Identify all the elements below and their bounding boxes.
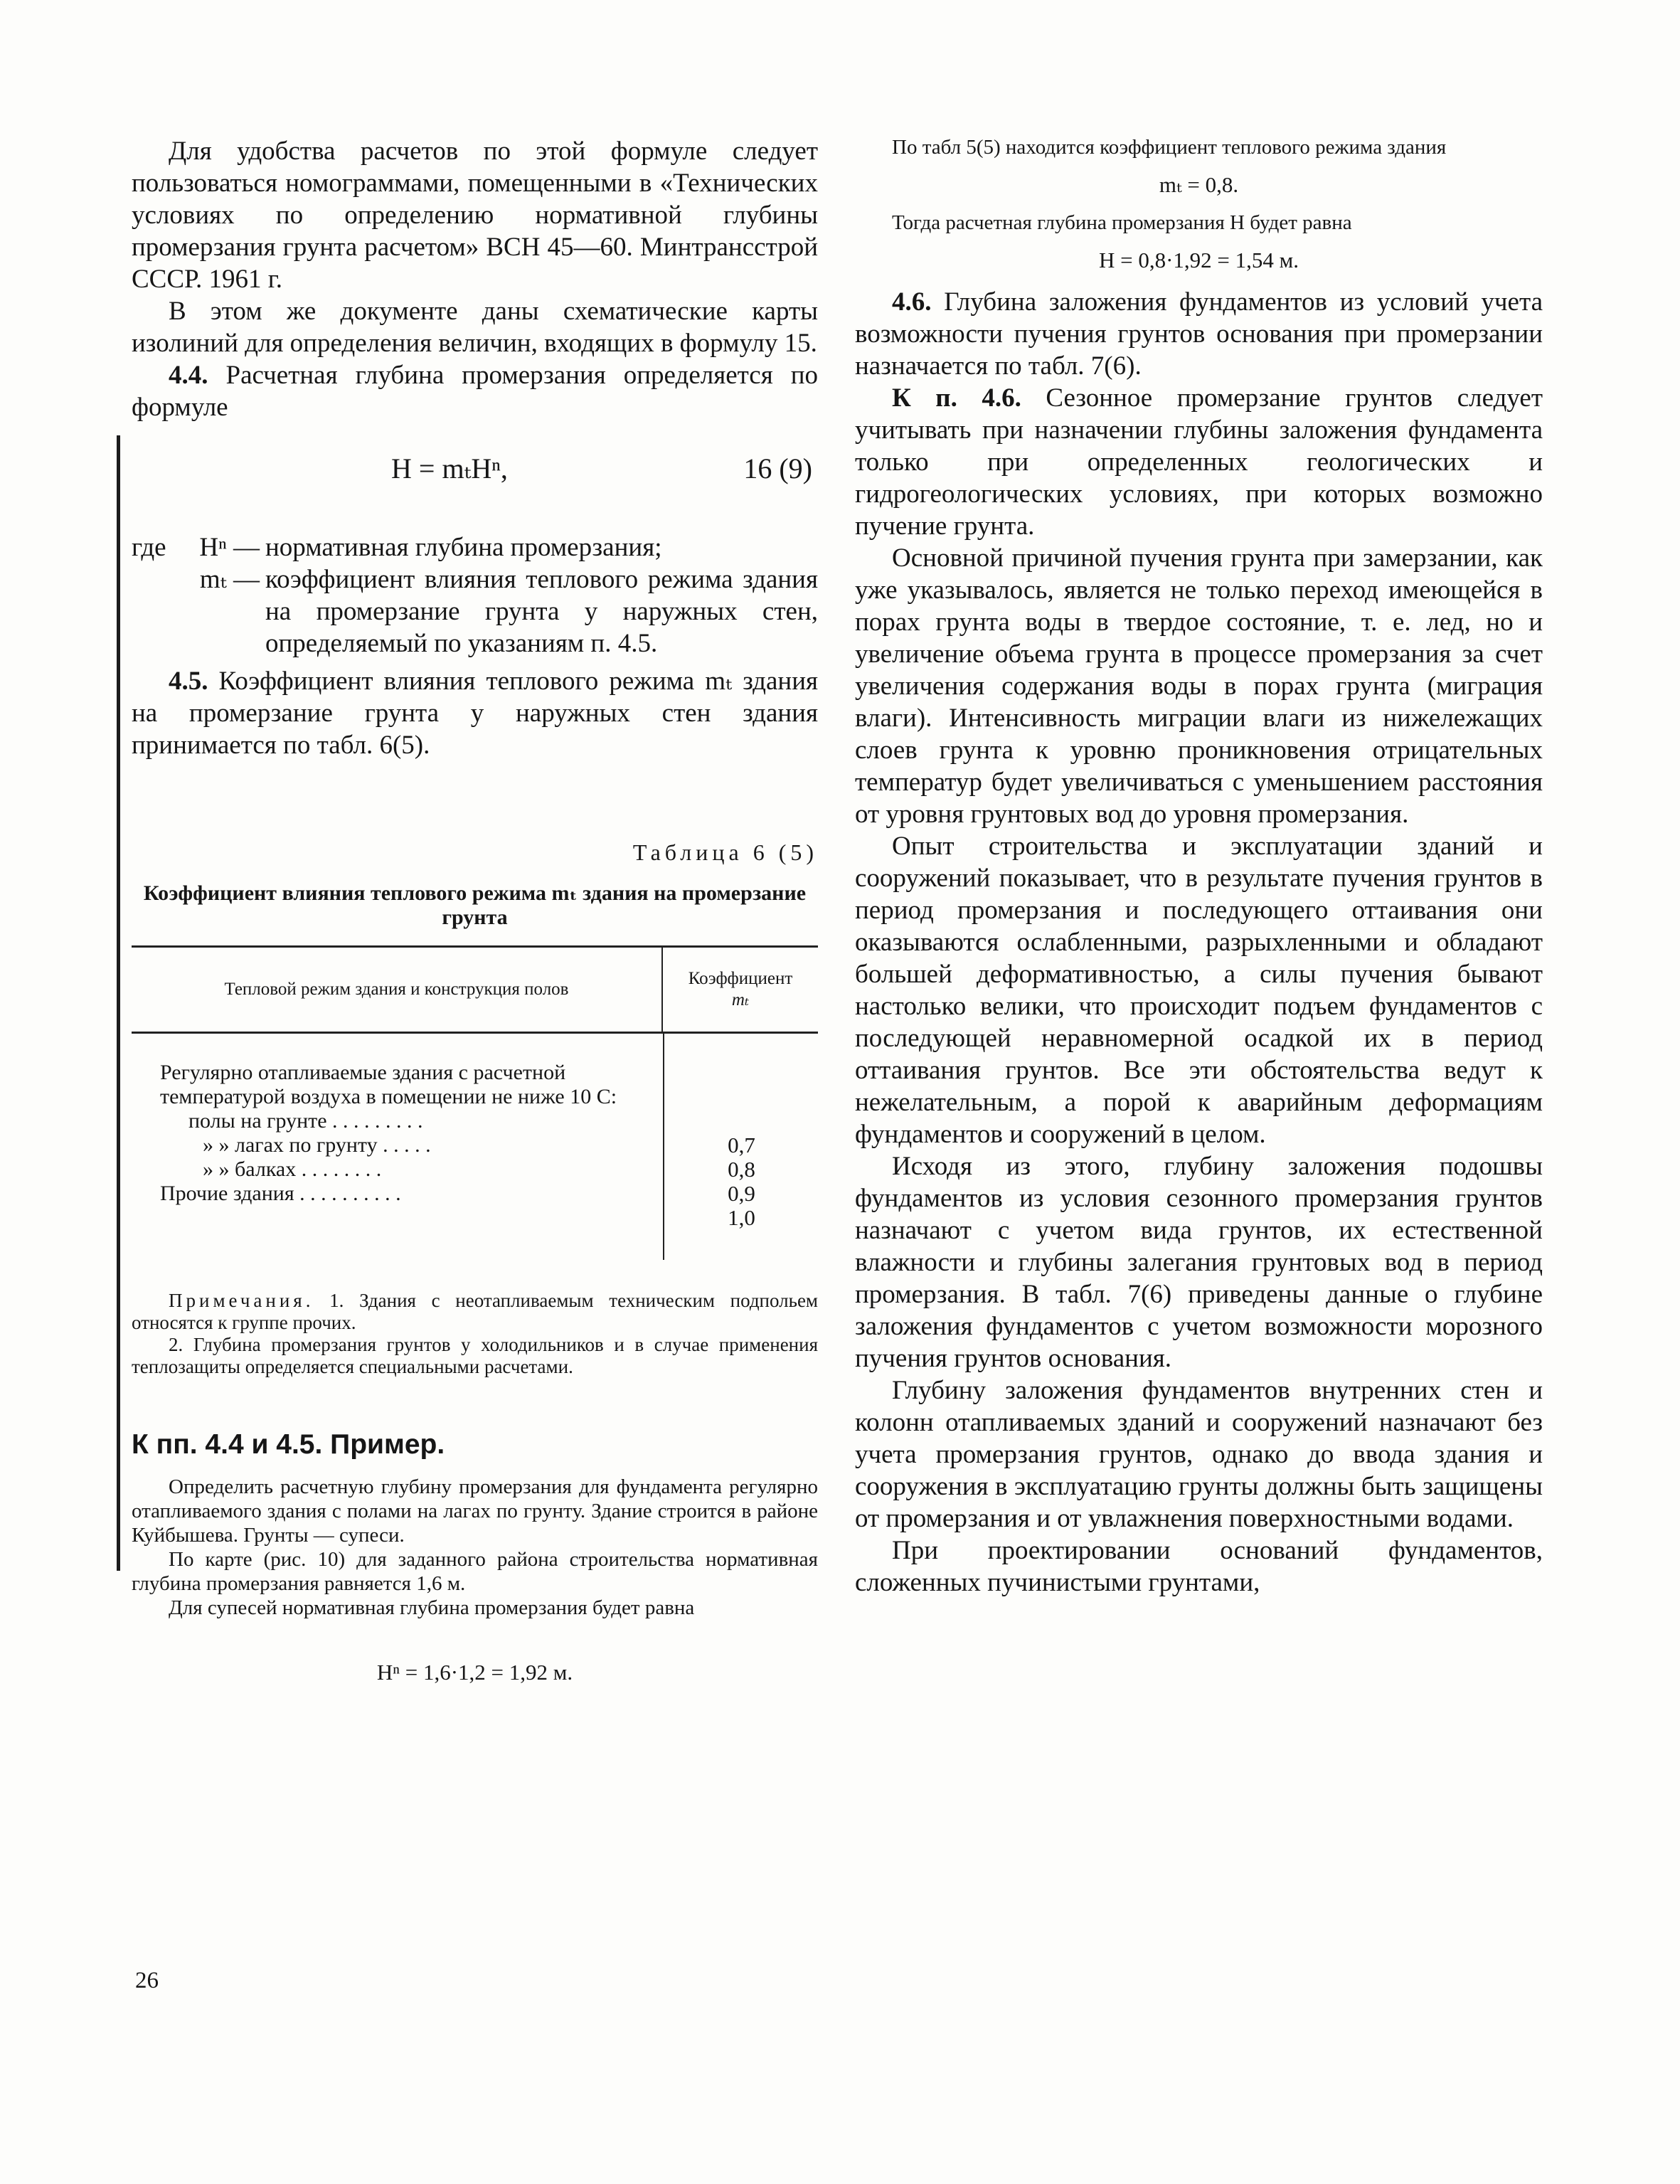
table-labels [160,1061,644,1206]
clause-number: 4.6. [892,287,932,317]
example-paragraph: По табл 5(5) находится коэффициент теплового режима здания [892,136,1447,159]
commentary-text: Сезонное промерзание грунтов следует учитывать при назначении глубины заложения фундамента только при определенных геологических и гидрогеологических условиях, при которых возможно пучение грунта. [855,383,1543,541]
notes-heading: Примечания. [169,1290,314,1311]
paragraph: Глубину заложения фундаментов внутренних стен и колонн отапливаемых зданий и сооружений назначают без учета промерзания грунтов, однако до ввода здания и сооружения в эксплуатацию грунты должны быть защищены от промерзания и от увлажнения поверхностными водами. [855,1376,1543,1533]
column-header-symbol: mₜ [731,990,750,1009]
table-row-label: полы на грунте . . . . . . . . . [188,1109,423,1133]
table-intro: Регулярно отапливаемые здания с расчетной температурой воздуха в помещении не ниже 10 С: [160,1061,617,1108]
table-row-label: Прочие здания . . . . . . . . . . [160,1182,401,1205]
formula-16 [132,452,818,494]
clause-number: 4.5. [169,667,208,696]
formula-mt: mₜ = 0,8. [1159,172,1239,197]
formula-text: H = mₜHⁿ, [391,452,508,484]
formula-hn: Hⁿ = 1,6·1,2 = 1,92 м. [376,1660,573,1685]
symbol-hn: Hⁿ — [199,533,260,562]
table-notes [132,1290,818,1378]
clause-text: Расчетная глубина промерзания определяется по формуле [132,361,819,422]
table-row-label: » » лагах по грунту . . . . . [203,1133,431,1157]
paragraph: При проектировании оснований фундаментов, сложенных пучинистыми грунтами, [855,1536,1543,1597]
example-paragraph: По карте (рис. 10) для заданного района строительства нормативная глубина промерзания равняется 1,6 м. [132,1548,818,1595]
paragraph: Основной причиной пучения грунта при замерзании, как уже указывалось, является не только переход имеющейся в порах грунта воды в твердое состояние, т. е. лед, но и увеличение объема грунта в процессе промерзания за счет увеличения содержания воды в порах грунта (миграция влаги). Интенсивность миграции влаги из нижележащих слоев грунта к уровню проникновения отрицательных температур будет увеличиваться с уменьшением расстояния от уровня грунтовых вод до уровня промерзания. [855,544,1543,829]
left-column [132,135,818,1698]
table-body [132,1034,818,1260]
paragraph-4-5 [132,665,818,761]
symbol-hn-def: нормативная глубина промерзания; [265,533,662,562]
paragraph: Для удобства расчетов по этой формуле следует пользоваться номограммами, помещенными в «Технических условиях по определению нормативной глубины промерзания грунта расчетом» ВСН 45—60. Минтрансстрой СССР. 1961 г. [132,137,818,294]
note: 1. Здания с неотапливаемым техническим подпольем относятся к группе прочих. [132,1290,819,1333]
table-header [132,945,818,1034]
commentary-number: К п. 4.6. [892,383,1021,413]
table-row-value: 0,8 [728,1157,755,1182]
formula-h: H = 0,8·1,92 = 1,54 м. [1098,248,1299,272]
paragraph: Исходя из этого, глубину заложения подошвы фундаментов из условия сезонного промерзания грунтов назначают с учетом вида грунтов, их естественной влажности и глубины залегания грунтовых вод в период промерзания. В табл. 7(6) приведены данные о глубине заложения фундаментов с учетом возможности морозного пучения грунтов основания. [855,1152,1543,1373]
where-lead: где [132,533,166,562]
column-header [661,948,818,1032]
column-header: Тепловой режим здания и конструкция полов [224,980,569,999]
example-paragraph: Тогда расчетная глубина промерзания H будет равна [892,211,1352,234]
commentary-4-6 [855,382,1543,542]
where-block [132,531,818,659]
table-row-value: 0,9 [728,1181,755,1206]
table-row-value: 1,0 [728,1205,755,1230]
symbol-mt-def: коэффициент влияния теплового режима здания на промерзание грунта у наружных стен, определяемый по указаниям п. 4.5. [265,565,818,658]
paragraph-4-4 [132,359,818,423]
clause-number: 4.4. [169,361,208,390]
table-row-value: 0,7 [728,1133,755,1157]
clause-text: Глубина заложения фундаментов из условий учета возможности пучения грунтов основания при промерзании назначается по табл. 7(6). [855,287,1543,381]
paragraph-4-6 [855,286,1543,382]
clause-text: Коэффициент влияния теплового режима mₜ здания на промерзание грунта у наружных стен здания принимается по табл. 6(5). [132,667,819,760]
paragraph: Опыт строительства и эксплуатации зданий и сооружений показывает, что в результате пучения грунтов в период промерзания и последующего оттаивания они оказываются ослабленными, разрыхленными и обладают большей деформативностью, а силы пучения бывают настолько велики, что происходит подъем фундаментов с последующей неравномерной осадкой их в период оттаивания грунтов. Все эти обстоятельства ведут к нежелательным, а порой к аварийным деформациям фундаментов и сооружений в целом. [855,832,1543,1149]
table-label: Таблица 6 (5) [632,839,818,865]
page-number: 26 [135,1968,159,1993]
margin-change-bar [117,435,120,1571]
note: 2. Глубина промерзания грунтов у холодильников и в случае применения теплозащиты определяется специальными расчетами. [132,1334,818,1377]
symbol-mt: mₜ — [199,565,260,594]
table-row-label: » » балках . . . . . . . . [203,1157,382,1181]
table-6-5 [132,945,818,1260]
example-paragraph: Определить расчетную глубину промерзания для фундамента регулярно отапливаемого здания с полами на лагах по грунту. Здание строится в районе Куйбышева. Грунты — супеси. [132,1475,818,1547]
table-values [665,1133,818,1230]
example-heading: К пп. 4.4 и 4.5. Пример. [132,1429,445,1460]
formula-number: 16 (9) [743,452,812,484]
column-header-line: Коэффициент [688,969,793,988]
example-paragraph: Для супесей нормативная глубина промерзания будет равна [169,1596,695,1619]
paragraph: В этом же документе даны схематические карты изолиний для определения величин, входящих в формулу 15. [132,297,818,358]
right-column [855,135,1543,1599]
table-title: Коэффициент влияния теплового режима mₜ здания на промерзание грунта [143,881,807,929]
